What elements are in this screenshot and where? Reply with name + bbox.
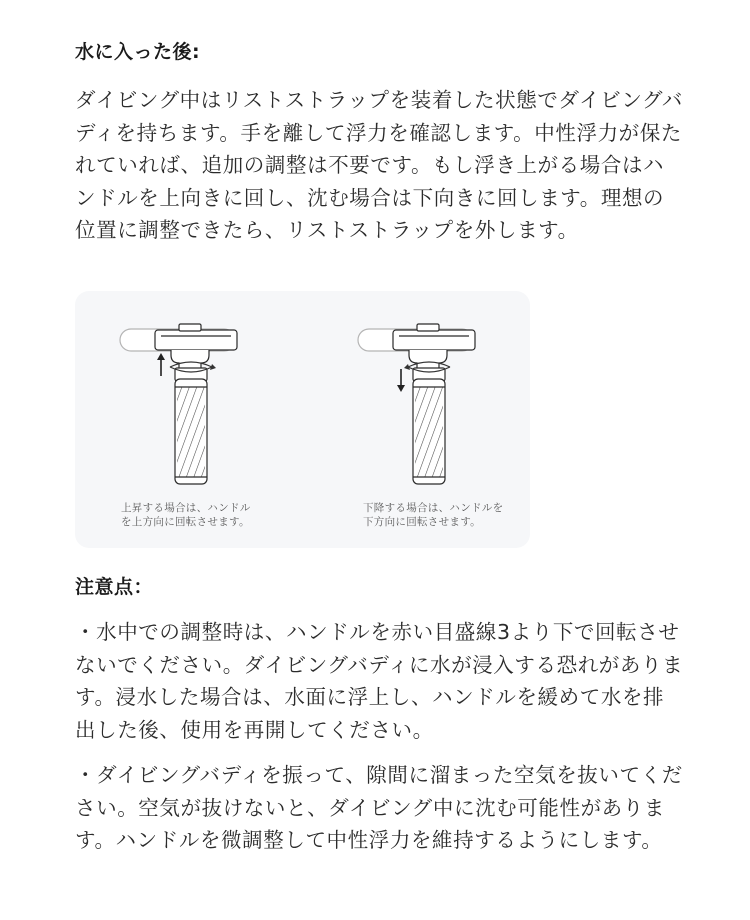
device-left: [120, 324, 237, 484]
notes-heading: 注意点：: [75, 576, 154, 598]
caption-ascend: 上昇する場合は、ハンドル を上方向に回転させます。: [121, 502, 251, 528]
handle-adjustment-figure: [75, 291, 530, 548]
note-item: ・ダイビングバディを振って、隙間に溜まった空気を抜いてください。空気が抜けないと、ダイビング中に沈む可能性があります。ハンドルを微調整して中性浮力を維持するようにします。: [75, 763, 683, 852]
after-entry-heading: 水に入った後:: [75, 41, 201, 63]
after-entry-paragraph: ダイビング中はリストストラップを装着した状態でダイビングバディを持ちます。手を離して浮力を確認します。中性浮力が保たれていれば、追加の調整は不要です。もし浮き上がる場合はハンドルを上向きに回し、沈む場合は下向きに回します。理想の位置に調整できたら、リストストラップを外します。: [75, 88, 684, 242]
caption-descend: 下降する場合は、ハンドルを 下方向に回転させます。: [363, 502, 504, 528]
device-right: [358, 324, 475, 484]
note-item: ・水中での調整時は、ハンドルを赤い目盛線3より下で回転させないでください。ダイビングバディに水が浸入する恐れがあります。浸水した場合は、水面に浮上し、ハンドルを緩めて水を排出した後、使用を再開してください。: [75, 620, 684, 742]
